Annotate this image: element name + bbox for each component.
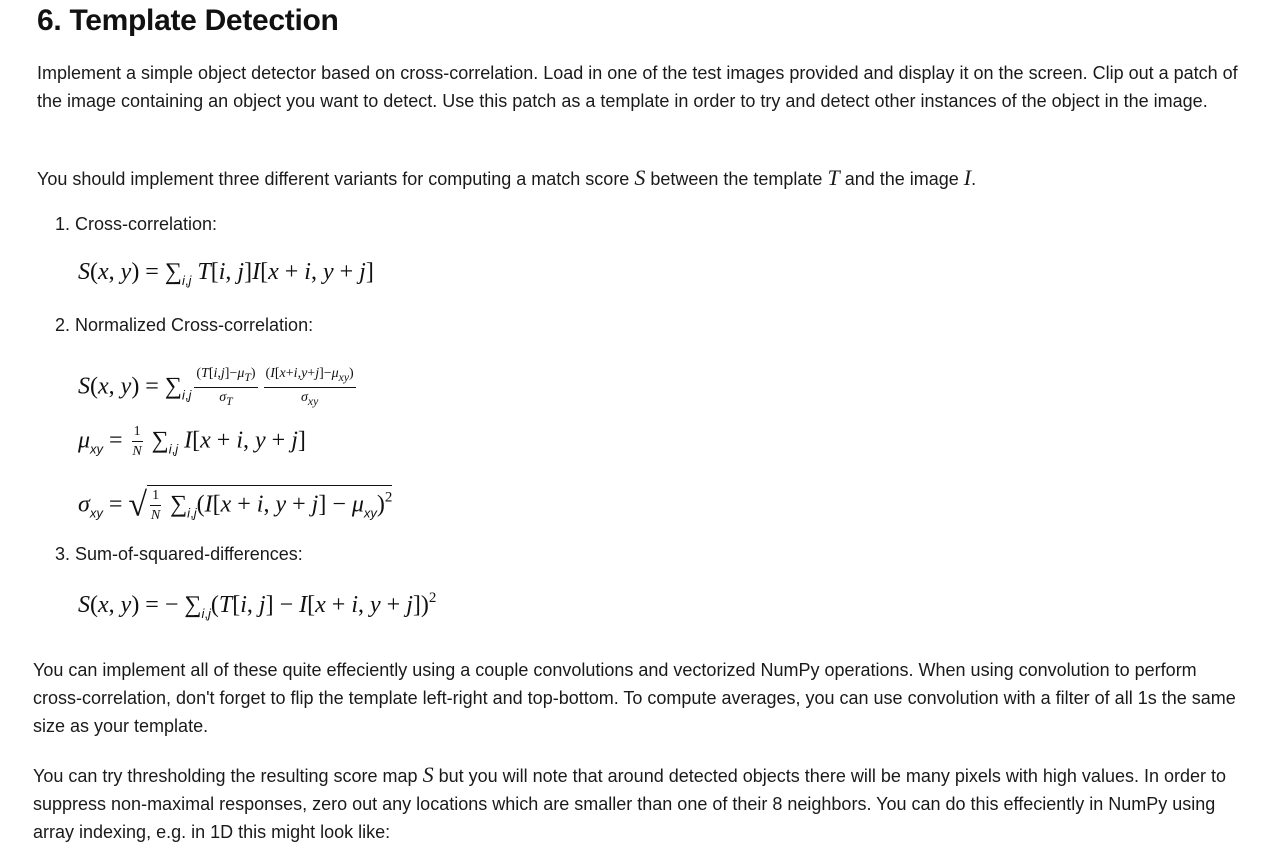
score-symbol: S: [634, 165, 646, 190]
variants-text-and: and the image: [839, 169, 964, 189]
equation-mean: $\mu_{xy}$ = $\frac{1}{N}$ $\sum_{i,j}$ I[x + i, y + j]: [78, 424, 306, 459]
intro-paragraph: Implement a simple object detector based on cross-correlation. Load in one of the test images provided and display it on the screen. Clip out a patch of the image containing an object you want to detect. Use this patch as a template in order to try and detect other instances of the object in the image.: [37, 63, 1238, 111]
square-root: √ $\frac{1}{N}$ $\sum_{i,j}(I[x + i$, $y + j] - \mu_{xy})^2$: [128, 486, 393, 524]
threshold-paragraph: [33, 761, 1248, 846]
threshold-text-after: but you will note that around detected objects there will be many pixels with high values. In order to suppress non-maximal responses, zero out any locations which are smaller than one of their 8 neighbors. You can do this effeciently in NumPy using array indexing, e.g. in 1D this might look like:: [33, 766, 1227, 842]
threshold-text-before: You can try thresholding the resulting score map: [33, 766, 423, 786]
variants-paragraph: [37, 164, 1252, 193]
fraction-one-over-n: $\frac{1}{N}$: [132, 424, 142, 459]
equation-normalized-cross-correlation: S(x, $y) = \sum_{i,j}$ $\frac{(T[i,j]-\mu_T)}{\sigma_T}$ $\frac{(I[x+i,y+j]-\mu_{xy})}{\sigma_{xy}}$: [78, 366, 354, 408]
list-item-normalized-cross-correlation: 2. Normalized Cross-correlation:: [55, 315, 314, 335]
variants-text-end: .: [971, 169, 977, 189]
variants-text-before: You should implement three different variants for computing a match score: [37, 169, 635, 189]
list-item-ssd: 3. Sum-of-squared-differences:: [55, 544, 303, 564]
fraction-template-term: $\frac{(T[i,j]-\mu_T)}{\sigma_T}$: [196, 366, 256, 408]
score-map-symbol: S: [422, 762, 434, 787]
equation-cross-correlation: S(x, $y) = \sum_{i,j}$ T[i, j]I[x + i, y + j]: [78, 259, 374, 288]
list-item-cross-correlation: 1. Cross-correlation:: [55, 214, 218, 234]
section-title: 6. Template Detection: [37, 4, 339, 37]
fraction-image-term: $\frac{(I[x+i,y+j]-\mu_{xy})}{\sigma_{xy}}$: [265, 366, 354, 408]
convolution-paragraph: You can implement all of these quite effeciently using a couple convolutions and vectorized NumPy operations. When using convolution to perform cross-correlation, don't forget to flip the template left-right and top-bottom. To compute averages, you can use convolution with a filter of all 1s the same size as your template.: [33, 660, 1236, 736]
equation-ssd: S(x, y) = − $\sum_{i,j}(T[i$, j] − I[x + i, y + j])$^2$: [78, 590, 437, 621]
template-symbol: T: [827, 165, 840, 190]
image-symbol: I: [963, 165, 972, 190]
variants-text-middle: between the template: [645, 169, 828, 189]
equation-std-dev: $\sigma_{xy}$ = √ $\frac{1}{N}$ $\sum_{i,j}(I[x + i$, $y + j] - \mu_{xy})^2$: [78, 486, 393, 524]
